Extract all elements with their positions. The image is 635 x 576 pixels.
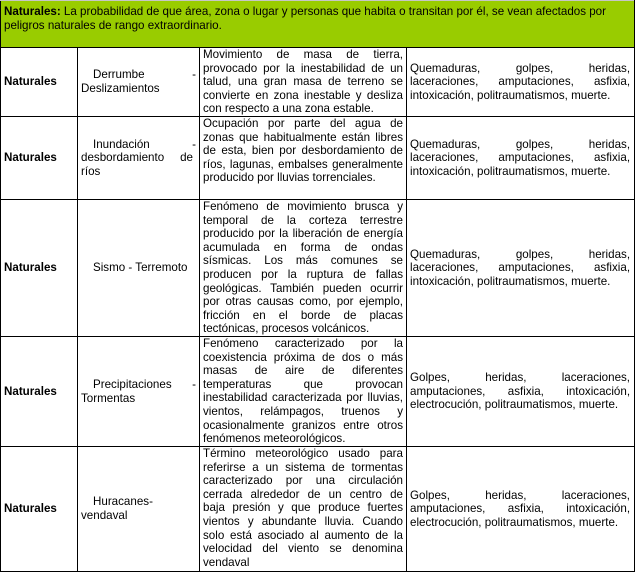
banner-row: [1, 1, 635, 48]
hazard-cell: [78, 447, 200, 572]
effects-cell: [407, 337, 635, 447]
description-text: Fenómeno caracterizado por la coexistencia próxima de dos o más masas de aire de diferentes temperaturas que provocan inestabilidad caracterizada por lluvias, vientos, relámpagos, truenos y ocasionalmente granizos entre otros fenómenos meteorológicos.: [203, 337, 403, 446]
description-cell: [200, 200, 407, 337]
hazard-name: Huracanes- vendaval: [81, 495, 153, 522]
hazard-cell: [78, 337, 200, 447]
effects-text: Golpes, heridas, laceraciones, amputaciones, asfixia, intoxicación, electrocución, politraumatismos, muerte.: [410, 371, 631, 412]
category-cell: Naturales: [1, 447, 78, 572]
table-row: [1, 48, 635, 117]
description-text: Término meteorológico usado para referirse a un sistema de tormentas caracterizado por una circulación cerrada alrededor de un centro de baja presión y que produce fuertes vientos y abundante lluvia. Cuando solo está asociado al aumento de la velocidad del viento se denomina vendaval: [203, 447, 403, 569]
effects-text: Quemaduras, golpes, heridas, laceraciones, amputaciones, asfixia, intoxicación, politraumatismos, muerte.: [410, 137, 631, 178]
description-text: Movimiento de masa de tierra, provocado por la inestabilidad de un talud, una gran masa de terreno se convierte en zona inestable y desliza con respecto a una zona estable.: [203, 48, 403, 116]
effects-text: Golpes, heridas, laceraciones, amputaciones, asfixia, intoxicación, electrocución, politraumatismos, muerte.: [410, 488, 631, 529]
category-cell: Naturales: [1, 200, 78, 337]
table-row: [1, 447, 635, 572]
hazard-name: Precipitaciones - Tormentas: [81, 377, 196, 405]
effects-text: Quemaduras, golpes, heridas, laceraciones, amputaciones, asfixia, intoxicación, politraumatismos, muerte.: [410, 247, 631, 288]
effects-cell: [407, 117, 635, 200]
effects-cell: [407, 200, 635, 337]
hazard-name: Sismo - Terremoto: [93, 261, 188, 275]
description-cell: [200, 48, 407, 117]
category-cell: Naturales: [1, 48, 78, 117]
hazard-name: Inundación - desbordamiento de ríos: [81, 137, 196, 178]
description-cell: [200, 447, 407, 572]
banner-text: La probabilidad de que área, zona o lugar y personas que habita o transitan por él, se vean afectados por peligros naturales de rango extraordinario.: [4, 5, 606, 32]
effects-cell: [407, 48, 635, 117]
table-row: [1, 200, 635, 337]
category-cell: Naturales: [1, 337, 78, 447]
description-cell: [200, 337, 407, 447]
hazard-name: Derrumbe - Deslizamientos: [81, 68, 196, 95]
banner-cell: [1, 1, 635, 48]
description-text: Ocupación por parte del agua de zonas que habitualmente están libres de esta, bien por desbordamiento de ríos, lagunas, embalses generalmente producido por lluvias torrenciales.: [203, 117, 403, 185]
effects-cell: [407, 447, 635, 572]
table-row: [1, 117, 635, 200]
table-row: [1, 337, 635, 447]
hazard-cell: [78, 117, 200, 200]
description-cell: [200, 117, 407, 200]
hazard-cell: [78, 48, 200, 117]
hazard-cell: [78, 200, 200, 337]
category-cell: Naturales: [1, 117, 78, 200]
banner-title: Naturales:: [4, 5, 61, 18]
description-text: Fenómeno de movimiento brusca y temporal de la corteza terrestre producido por la liberación de energía acumulada en forma de ondas sísmicas. Los más comunes se producen por la ruptura de fallas geológicas. También pueden ocurrir por otras causas como, por ejemplo, fricción en el borde de placas tectónicas, procesos volcánicos.: [203, 200, 403, 336]
effects-text: Quemaduras, golpes, heridas, laceraciones, amputaciones, asfixia, intoxicación, politraumatismos, muerte.: [410, 61, 631, 102]
